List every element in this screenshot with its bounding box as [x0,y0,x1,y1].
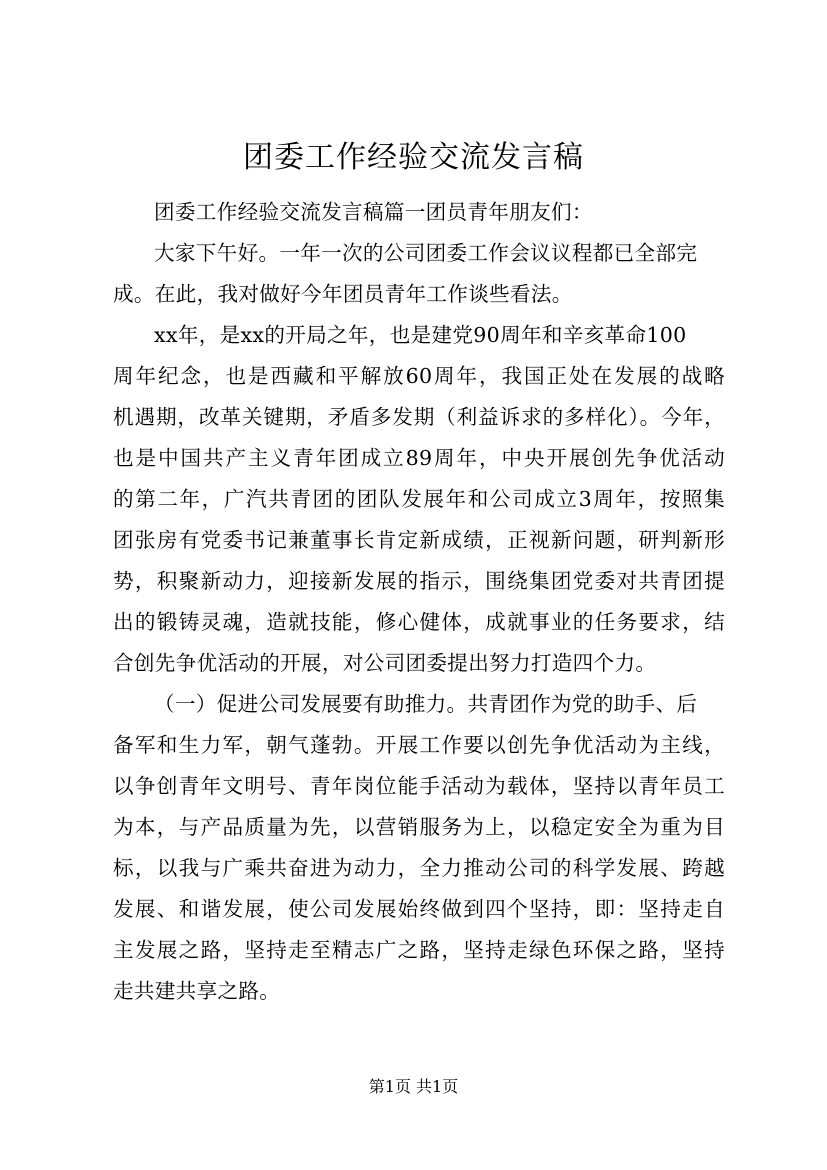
text-line-8: 的第二年，广汽共青团的团队发展年和公司成立3周年，按照集 [113,487,725,511]
text-line-16: 为本，与产品质量为先，以营销服务为上，以稳定安全为重为目 [113,815,725,839]
document-body [113,192,725,1012]
text-line-1: 团委工作经验交流发言稿篇一团员青年朋友们： [154,200,593,224]
text-line-11: 出的锻铸灵魂，造就技能，修心健体，成就事业的任务要求，结 [113,610,725,634]
text-line-20: 走共建共享之路。 [113,979,281,1003]
text-line-3: 成。在此，我对做好今年团员青年工作谈些看法。 [113,282,573,306]
text-line-6: 机遇期，改革关键期，矛盾多发期（利益诉求的多样化）。今年， [113,405,725,429]
text-line-15: 以争创青年文明号、青年岗位能手活动为载体，坚持以青年员工 [113,774,725,798]
page-number-footer: 第1页 共1页 [368,1077,459,1096]
text-line-10: 势，积聚新动力，迎接新发展的指示，围绕集团党委对共青团提 [113,569,725,593]
text-line-4: xx年，是xx的开局之年，也是建党90周年和辛亥革命100 [154,323,687,347]
text-line-14: 备军和生力军，朝气蓬勃。开展工作要以创先争优活动为主线， [113,733,725,757]
text-line-13: （一）促进公司发展要有助推力。共青团作为党的助手、后 [154,692,698,716]
text-line-18: 发展、和谐发展，使公司发展始终做到四个坚持，即：坚持走自 [113,897,725,921]
text-line-7: 也是中国共产主义青年团成立89周年，中央开展创先争优活动 [113,446,725,470]
document-title: 团委工作经验交流发言稿 [243,140,584,175]
text-line-12: 合创先争优活动的开展，对公司团委提出努力打造四个力。 [113,651,657,675]
text-line-19: 主发展之路，坚持走至精志广之路，坚持走绿色环保之路，坚持 [113,938,725,962]
text-line-5: 周年纪念，也是西藏和平解放60周年，我国正处在发展的战略 [113,364,725,388]
text-line-17: 标，以我与广乘共奋进为动力，全力推动公司的科学发展、跨越 [113,856,725,880]
text-line-2: 大家下午好。一年一次的公司团委工作会议议程都已全部完 [154,241,698,265]
text-line-9: 团张房有党委书记兼董事长肯定新成绩，正视新问题，研判新形 [113,528,725,552]
